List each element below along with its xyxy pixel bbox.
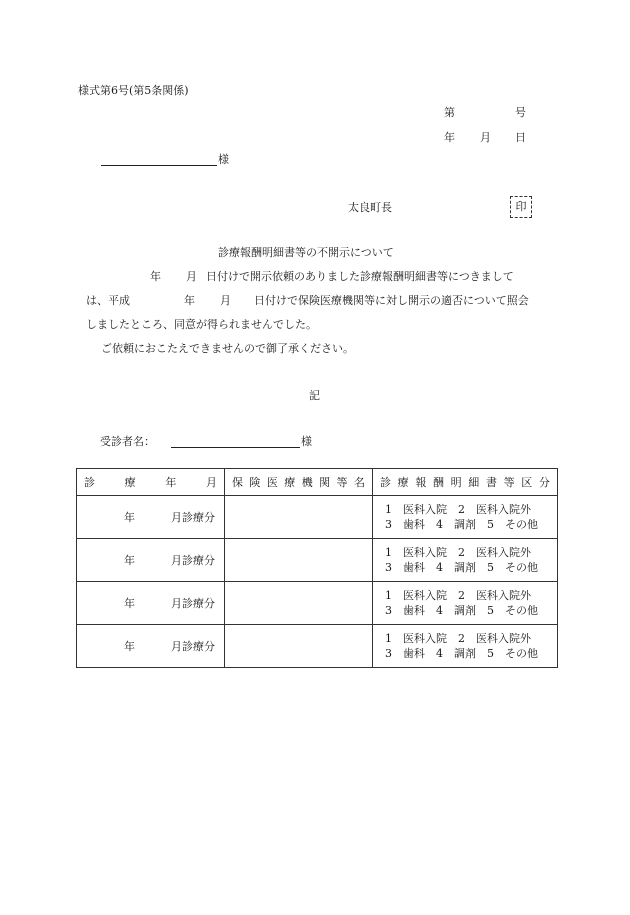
number-label-dai: 第 (444, 106, 455, 119)
claim-category-cell[interactable] (373, 582, 558, 625)
category-line-2: 3 歯科 4 調剤 5 その他 (385, 561, 538, 574)
category-line-1: 1 医科入院 2 医科入院外 (385, 632, 531, 645)
body-line2-text: 日付けで保険医療機関等に対し開示の適否について照会 (254, 294, 529, 307)
institution-name-cell[interactable] (225, 539, 373, 582)
table-row (77, 582, 558, 625)
header-treatment-date: 診 療 年 月 (77, 469, 225, 496)
institution-name-cell[interactable] (225, 582, 373, 625)
institution-name-cell[interactable] (225, 625, 373, 668)
ki-heading: 記 (309, 389, 320, 402)
body-line-3: しましたところ、同意が得られませんでした。 (86, 318, 317, 331)
patient-underline (171, 447, 300, 448)
category-line-2: 3 歯科 4 調剤 5 その他 (385, 518, 538, 531)
form-number: 様式第6号(第5条関係) (78, 84, 189, 97)
category-line-1: 1 医科入院 2 医科入院外 (385, 503, 531, 516)
body-line2-year: 年 (184, 294, 195, 307)
institution-name-cell[interactable] (225, 496, 373, 539)
claims-table (76, 468, 558, 668)
date-month-label: 月 (480, 131, 491, 144)
body-line1-year: 年 (150, 270, 161, 283)
category-line-1: 1 医科入院 2 医科入院外 (385, 546, 531, 559)
treatment-date-cell[interactable] (77, 539, 225, 582)
treatment-date-cell[interactable] (77, 582, 225, 625)
number-label-go: 号 (515, 106, 526, 119)
sender-name: 太良町長 (348, 201, 392, 214)
month-label: 月診療分 (171, 640, 215, 653)
month-label: 月診療分 (171, 597, 215, 610)
year-label: 年 (124, 511, 135, 524)
header-institution-name: 保 険 医 療 機 関 等 名 (225, 469, 373, 496)
treatment-date-cell[interactable] (77, 496, 225, 539)
claim-category-cell[interactable] (373, 539, 558, 582)
addressee-suffix: 様 (218, 153, 229, 166)
body-line2-prefix: は、平成 (86, 294, 130, 307)
header-claim-category: 診 療 報 酬 明 細 書 等 区 分 (373, 469, 558, 496)
date-year-label: 年 (444, 131, 455, 144)
patient-label: 受診者名： (100, 435, 155, 448)
year-label: 年 (124, 554, 135, 567)
category-line-2: 3 歯科 4 調剤 5 その他 (385, 604, 538, 617)
category-line-2: 3 歯科 4 調剤 5 その他 (385, 647, 538, 660)
category-line-1: 1 医科入院 2 医科入院外 (385, 589, 531, 602)
patient-suffix: 様 (301, 435, 312, 448)
seal-stamp: 印 (510, 196, 532, 218)
claim-category-cell[interactable] (373, 625, 558, 668)
body-line1-month: 月 (186, 270, 197, 283)
addressee-underline (101, 165, 217, 166)
year-label: 年 (124, 597, 135, 610)
month-label: 月診療分 (171, 511, 215, 524)
document-title: 診療報酬明細書等の不開示について (218, 246, 394, 259)
body-line-4: ご依頼におこたえできませんので御了承ください。 (101, 342, 354, 355)
table-row (77, 496, 558, 539)
table-row (77, 625, 558, 668)
table-row (77, 539, 558, 582)
year-label: 年 (124, 640, 135, 653)
body-line1-text: 日付けで開示依頼のありました診療報酬明細書等につきまして (206, 270, 514, 283)
claim-category-cell[interactable] (373, 496, 558, 539)
table-header-row (77, 469, 558, 496)
body-line2-month: 月 (220, 294, 231, 307)
date-day-label: 日 (515, 131, 526, 144)
treatment-date-cell[interactable] (77, 625, 225, 668)
month-label: 月診療分 (171, 554, 215, 567)
